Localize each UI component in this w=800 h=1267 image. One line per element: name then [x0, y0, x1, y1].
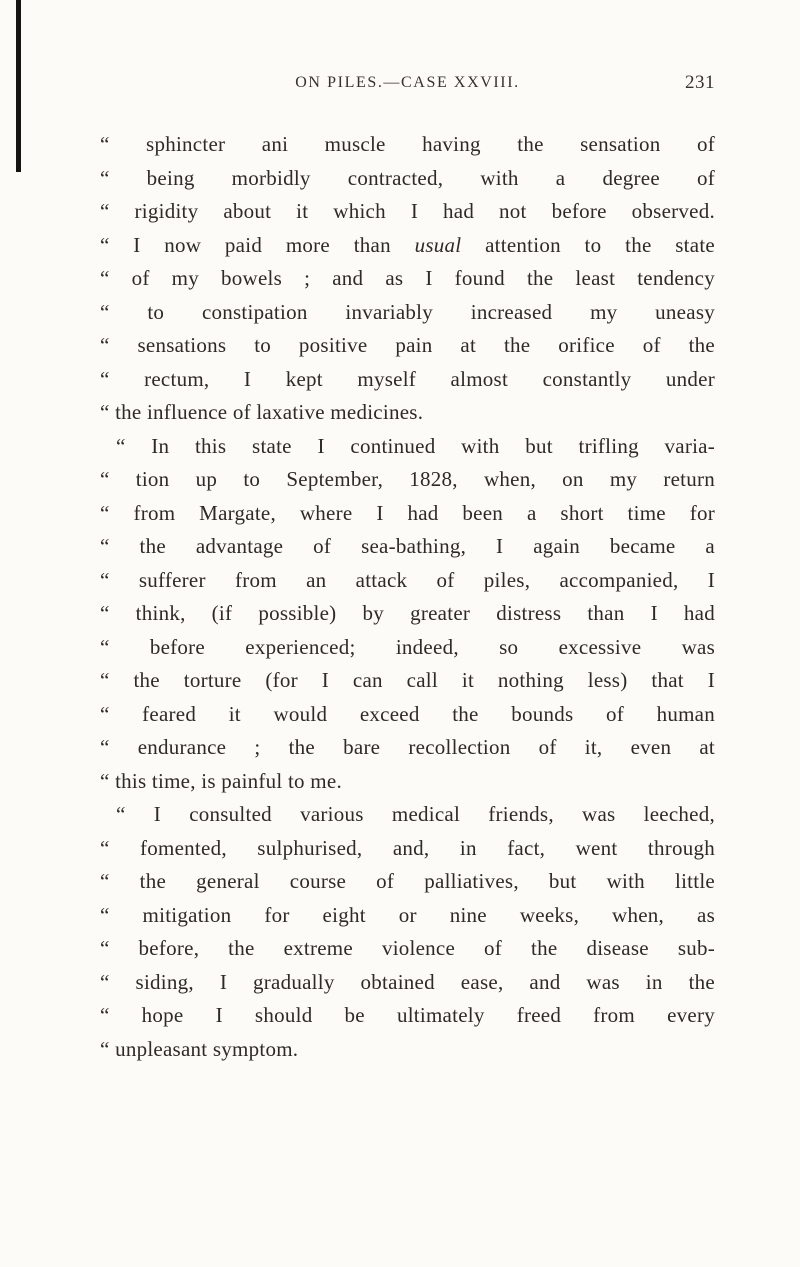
text-line: “ the advantage of sea-bathing, I again became a: [100, 534, 715, 558]
text-line: “ before experienced; indeed, so excessive was: [100, 634, 715, 659]
text-line: “ endurance ; the bare recollection of it, even at: [100, 735, 715, 759]
text-line: “ being morbidly contracted, with a degree of: [100, 165, 715, 190]
text-line: “ this time, is painful to me.: [100, 768, 342, 793]
text-line: “ sufferer from an attack of piles, accompanied, I: [100, 567, 715, 592]
text-line: “ I consulted various medical friends, was leeched,: [116, 802, 715, 826]
text-line: “ rigidity about it which I had not before observed.: [100, 199, 715, 223]
text-line: “ hope I should be ultimately freed from every: [100, 1003, 715, 1027]
text-line: “ I now paid more than usual attention to the state: [100, 232, 715, 257]
paragraph: [100, 128, 715, 430]
scan-artifact-line: [16, 0, 21, 172]
text-line: “ tion up to September, 1828, when, on my return: [100, 467, 715, 491]
text-line: “ unpleasant symptom.: [100, 1036, 299, 1061]
text-line: “ mitigation for eight or nine weeks, when, as: [100, 902, 715, 927]
text-line: “ to constipation invariably increased my uneasy: [100, 299, 715, 324]
text-line: “ from Margate, where I had been a short time for: [100, 500, 715, 525]
page-body: [100, 128, 715, 1066]
text-line: “ sensations to positive pain at the orifice of the: [100, 333, 715, 357]
text-line: “ siding, I gradually obtained ease, and was in the: [100, 969, 715, 994]
paragraph: [100, 798, 715, 1066]
text-line: “ rectum, I kept myself almost constantly under: [100, 366, 715, 391]
text-line: “ the general course of palliatives, but with little: [100, 869, 715, 893]
text-line: “ before, the extreme violence of the disease sub-: [100, 936, 715, 960]
paragraph: [100, 430, 715, 799]
text-line: “ sphincter ani muscle having the sensation of: [100, 132, 715, 156]
text-line: “ the torture (for I can call it nothing less) that I: [100, 668, 715, 692]
running-title: ON PILES.—CASE XXVIII.: [295, 74, 520, 91]
text-line: “ of my bowels ; and as I found the least tendency: [100, 266, 715, 290]
text-line: “ In this state I continued with but trifling varia-: [116, 433, 715, 458]
text-line: “ feared it would exceed the bounds of human: [100, 701, 715, 726]
text-line: “ fomented, sulphurised, and, in fact, went through: [100, 835, 715, 860]
text-line: “ think, (if possible) by greater distress than I had: [100, 601, 715, 625]
page-number: 231: [685, 72, 715, 93]
page-header: [100, 74, 715, 98]
text-line: “ the influence of laxative medicines.: [100, 400, 424, 424]
